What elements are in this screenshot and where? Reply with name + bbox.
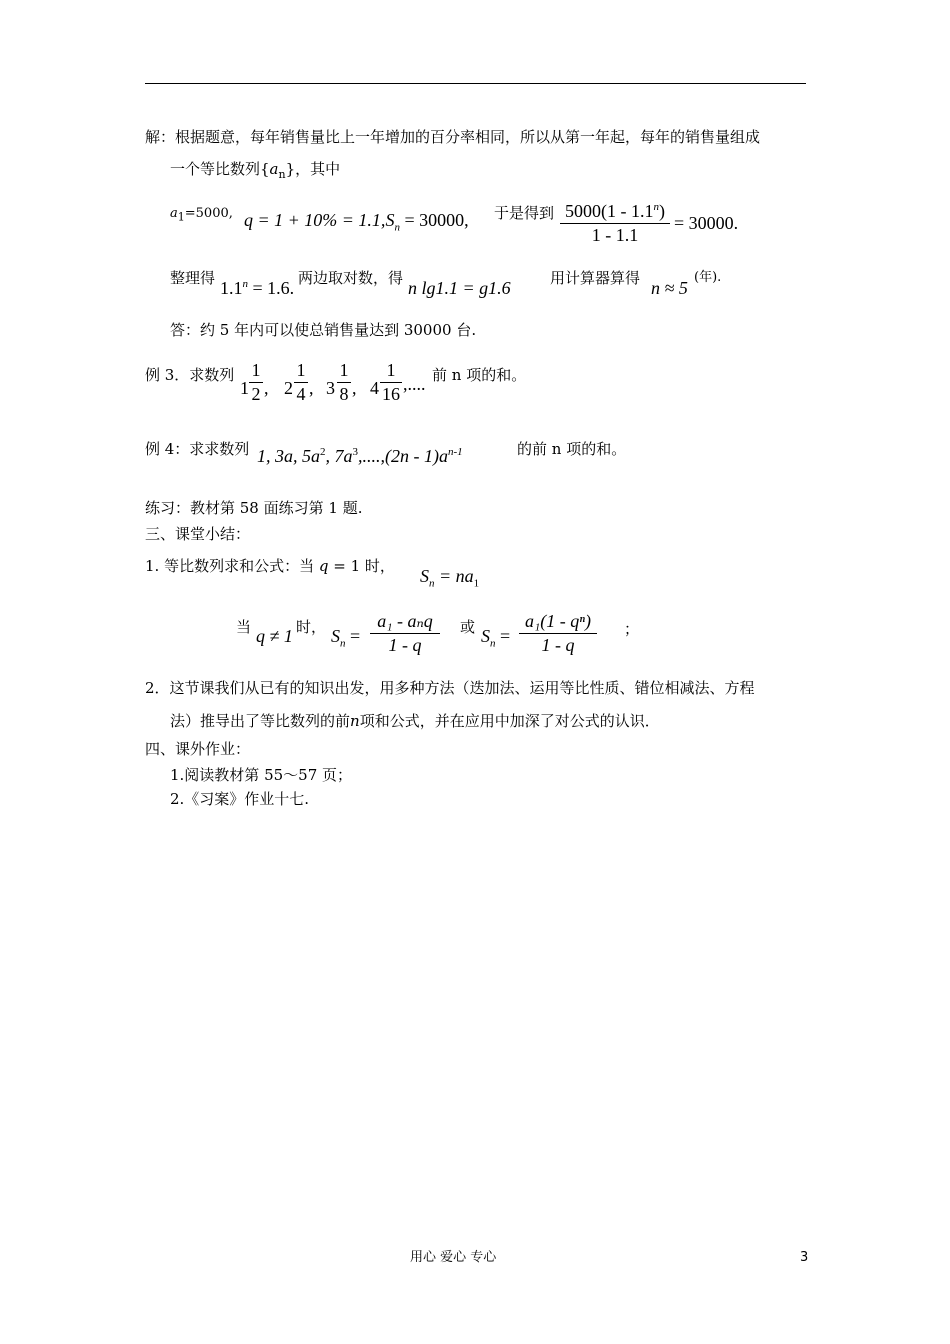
fraction-5000: 5000(1 - 1.1$^n$) 1 - 1.1 (560, 201, 670, 246)
liangbian-label: 两边取对数，得 (298, 269, 404, 287)
huo-label: 或 (460, 618, 476, 636)
formula-2-fraction: a₁(1 - qⁿ) 1 - q (519, 611, 597, 656)
formula-1-lhs: $S_n$ = (331, 626, 361, 650)
example-3-suffix: 前 n 项的和。 (432, 366, 527, 384)
page-number: 3 (800, 1250, 809, 1265)
ex3-term-3-fraction: 1 8 (337, 360, 351, 405)
formula-sn-na1: $S_n = na_1$ (420, 566, 480, 590)
homework-item-2: 2.《习案》作业十七. (170, 790, 310, 808)
ex3-sep-2: , (309, 378, 314, 398)
formula-2-lhs: $S_n$ = (481, 626, 511, 650)
solution-line-1: 解：根据题意，每年销售量比上一年增加的百分率相同，所以从第一年起，每年的销售量组成 (145, 128, 761, 146)
summary-item-2-line-1: 2．这节课我们从已有的知识出发，用多种方法（迭加法、运用等比性质、错位相减法、方程 (145, 679, 755, 697)
homework-item-1: 1.阅读教材第 55～57 页； (170, 766, 353, 784)
practice-line: 练习：教材第 58 面练习第 1 题. (145, 499, 363, 517)
ex3-term-2-fraction: 1 4 (294, 360, 308, 405)
year-unit: (年). (694, 270, 722, 285)
homework-title: 四、课外作业： (145, 740, 251, 758)
ex3-sep-3: , (352, 378, 357, 398)
example-3-label: 例 3．求数列 (145, 366, 235, 384)
example-4-label: 例 4：求求数列 (145, 440, 250, 458)
ex3-term-4-fraction: 1 16 (382, 360, 400, 404)
example-4-sequence: 1, 3a, $5a^2$, $7a^3,....,(2n - 1)a^{n-1}$ (257, 446, 463, 466)
ex3-term-1-whole: 1 (240, 378, 249, 398)
q-expression: $q = 1 + 10\% = 1.1,S_n = 30000$, (244, 210, 469, 234)
header-rule (145, 83, 806, 84)
shi-label: 时， (296, 618, 327, 636)
dang-label: 当 (236, 618, 252, 636)
ex3-term-1-fraction: 1 2 (249, 360, 263, 405)
summary-item-2-line-2: 法）推导出了等比数列的前n项和公式，并在应用中加深了对公式的认识． (170, 712, 660, 730)
fraction-result: = 30000. (674, 213, 739, 233)
solution-line-2: 一个等比数列$\{a_n\}$，其中 (170, 160, 341, 181)
ex3-term-3-whole: 3 (326, 378, 335, 398)
ex3-term-4-whole: 4 (370, 378, 379, 398)
a1-value: $a_1=5000$, (170, 206, 233, 224)
formula-1-fraction: a₁ - aₙq 1 - q (370, 611, 440, 656)
ex3-sep-4: ,.... (403, 374, 426, 394)
jisuanqi-label: 用计算器算得 (550, 269, 641, 287)
formula-semicolon: ； (624, 620, 640, 638)
yushi-label: 于是得到 (494, 204, 555, 222)
footer-motto: 用心 爱心 专心 (410, 1250, 497, 1265)
equation-3: n ≈ 5 (651, 278, 688, 298)
ex3-term-2-whole: 2 (284, 378, 293, 398)
solution-answer: 答：约 5 年内可以使总销售量达到 30000 台. (170, 321, 477, 339)
equation-2: n lg1.1 = g1.6 (408, 278, 511, 298)
equation-1: $1.1^n = 1.6$. (220, 278, 295, 298)
example-4-suffix: 的前 n 项的和。 (517, 440, 627, 458)
ex3-sep-1: , (264, 378, 269, 398)
zhengli-label: 整理得 (170, 269, 216, 287)
summary-title: 三、课堂小结： (145, 525, 251, 543)
summary-item-1: 1. 等比数列求和公式：当 q = 1 时， (145, 557, 395, 575)
condition-q-neq-1: q ≠ 1 (256, 626, 293, 646)
